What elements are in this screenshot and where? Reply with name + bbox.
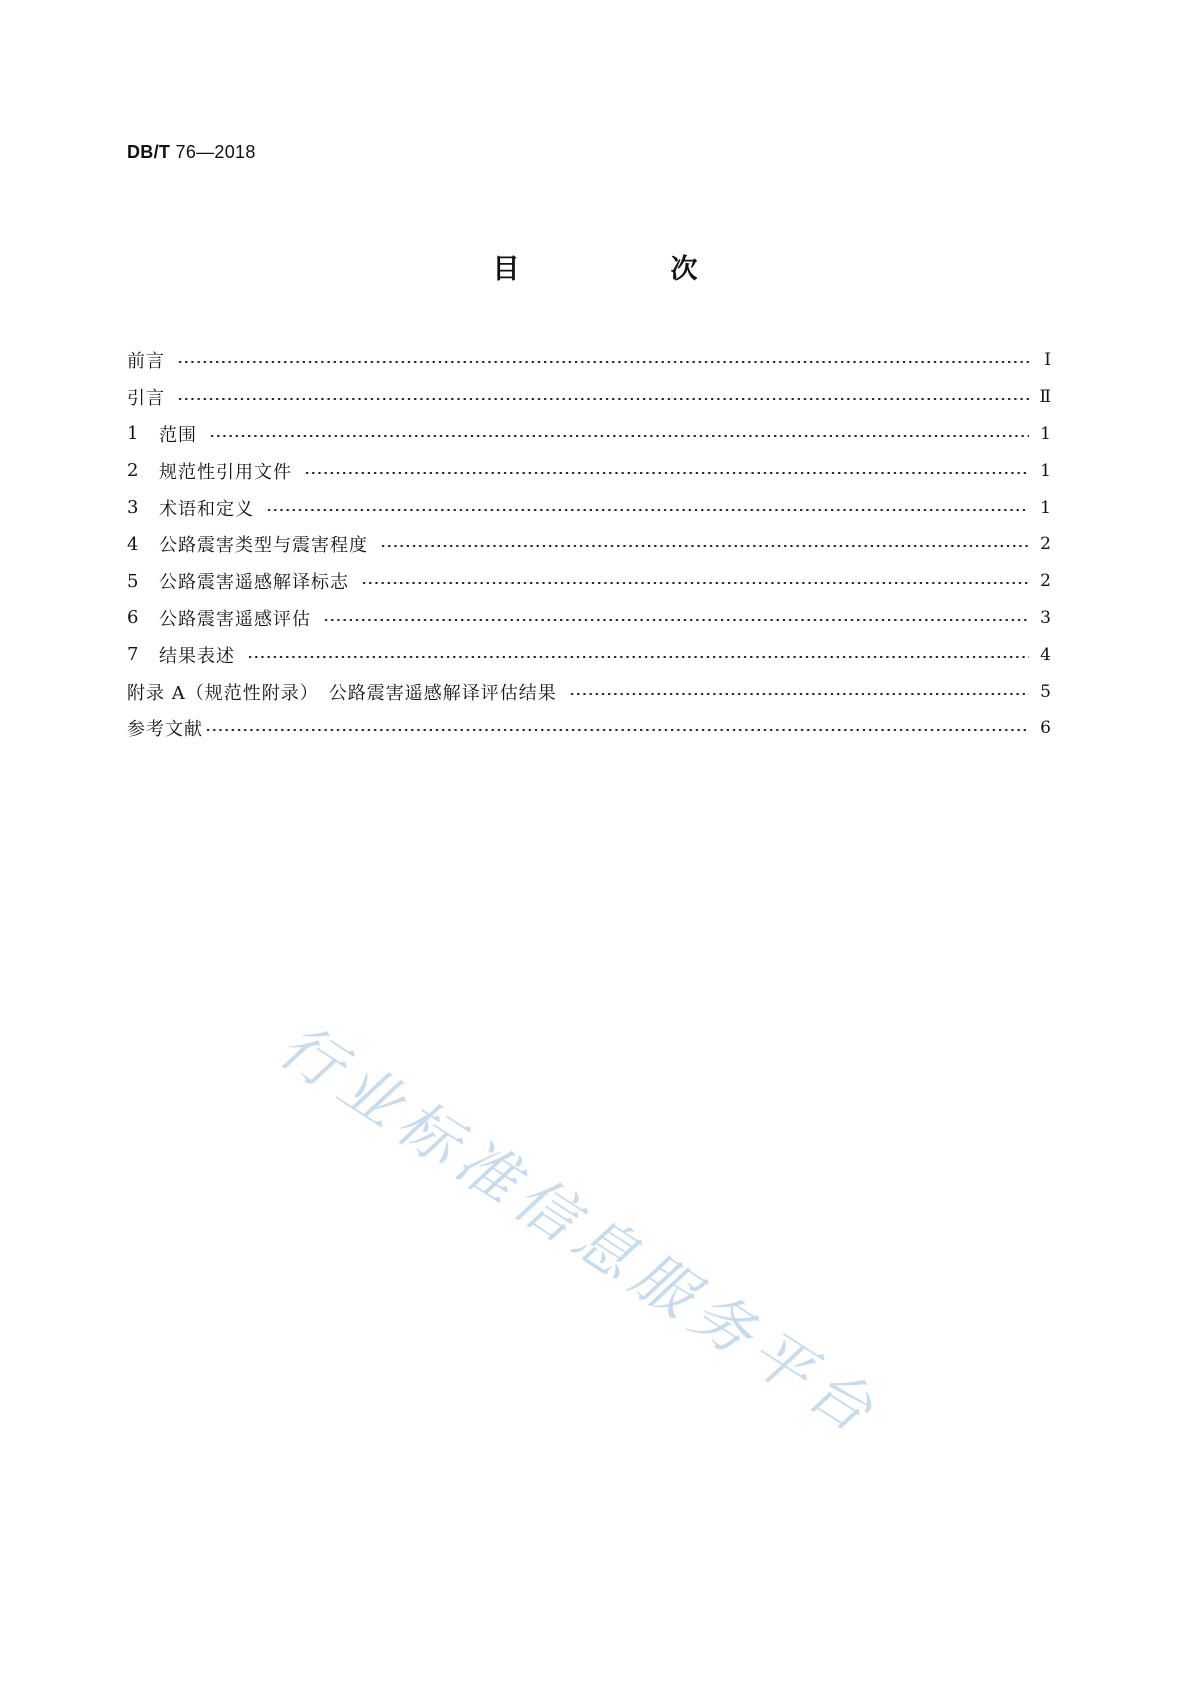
toc-entry-text: 前言 xyxy=(127,351,165,373)
toc-leader-dots xyxy=(380,545,1029,547)
toc-entry-normative-references[interactable] xyxy=(127,452,1051,489)
toc-title: 目 次 xyxy=(492,254,760,285)
toc-entry-scope[interactable] xyxy=(127,416,1051,453)
toc-leader-dots xyxy=(266,509,1029,511)
toc-entry-page: 6 xyxy=(1040,718,1051,739)
toc-entry-number: 3 xyxy=(127,497,139,519)
toc-leader-dots xyxy=(177,361,1029,363)
toc-entry-foreword[interactable] xyxy=(127,342,1051,379)
toc-entry-interpretation-marks[interactable] xyxy=(127,563,1051,600)
toc-leader-dots xyxy=(177,398,1029,400)
toc-entry-number: 5 xyxy=(127,570,139,592)
toc-entry-number: 7 xyxy=(127,644,139,666)
toc-entry-text: 公路震害遥感评估 xyxy=(159,608,311,630)
toc-entry-text: 范围 xyxy=(159,424,197,446)
toc-entry-text: 参考文献 xyxy=(127,719,203,741)
toc-entry-page: 2 xyxy=(1040,571,1051,592)
toc-entry-terms-definitions[interactable] xyxy=(127,489,1051,526)
document-code-number: 76—2018 xyxy=(170,142,256,162)
toc-leader-dots xyxy=(209,435,1029,437)
toc-entry-text: 规范性引用文件 xyxy=(159,461,292,483)
toc-entry-number: 6 xyxy=(127,607,139,629)
toc-leader-dots xyxy=(569,693,1029,695)
document-code-prefix: DB/T xyxy=(127,142,171,162)
toc-entry-page: 5 xyxy=(1040,681,1051,702)
toc-entry-appendix-a[interactable] xyxy=(127,673,1051,710)
toc-entry-page: 4 xyxy=(1040,644,1051,665)
toc-entry-page: 3 xyxy=(1040,607,1051,628)
toc-entry-text: 结果表述 xyxy=(159,645,235,667)
toc-leader-dots xyxy=(205,729,1029,731)
toc-entry-result-expression[interactable] xyxy=(127,636,1051,673)
toc-entry-page: 1 xyxy=(1040,497,1051,518)
watermark: 行业标准信息服务平台 xyxy=(266,1010,892,1451)
toc-entry-page: Ⅱ xyxy=(1039,387,1051,408)
toc-leader-dots xyxy=(323,619,1029,621)
toc-entry-page: Ⅰ xyxy=(1044,350,1051,371)
toc-leader-dots xyxy=(361,582,1029,584)
toc-entry-text: 术语和定义 xyxy=(159,498,254,520)
toc-entry-text: 公路震害遥感解译标志 xyxy=(159,572,349,594)
toc-entry-number: 4 xyxy=(127,533,139,555)
toc-leader-dots xyxy=(247,656,1029,658)
toc-entry-text: 公路震害类型与震害程度 xyxy=(159,535,368,557)
toc-entry-page: 1 xyxy=(1040,423,1051,444)
toc-entry-number: 1 xyxy=(127,423,139,445)
document-code xyxy=(127,142,256,163)
toc-entry-number: 2 xyxy=(127,460,139,482)
toc-entry-introduction[interactable] xyxy=(127,379,1051,416)
toc-leader-dots xyxy=(304,472,1029,474)
toc-entry-page: 2 xyxy=(1040,534,1051,555)
toc-entry-bibliography[interactable] xyxy=(127,710,1051,747)
toc-entry-page: 1 xyxy=(1040,460,1051,481)
toc-entry-damage-types[interactable] xyxy=(127,526,1051,563)
toc-entry-remote-sensing-assessment[interactable] xyxy=(127,600,1051,637)
toc-entry-text: 引言 xyxy=(127,388,165,410)
toc-entry-text: 附录 A（规范性附录） 公路震害遥感解译评估结果 xyxy=(127,682,557,704)
table-of-contents xyxy=(127,342,1051,747)
